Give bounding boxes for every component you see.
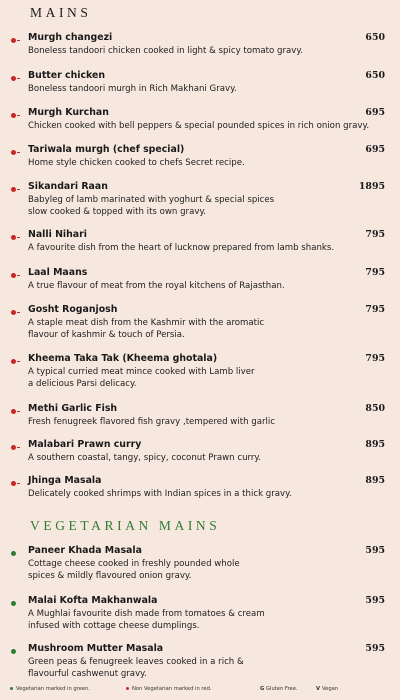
item-name: Gosht Roganjosh <box>28 304 118 315</box>
item-name: Kheema Taka Tak (Kheema ghotala) <box>28 353 218 364</box>
item-name: Murgh Kurchan <box>28 107 109 118</box>
item-name: Nalli Nihari <box>28 229 87 240</box>
non-veg-marker-icon <box>11 149 18 156</box>
item-name: Malabari Prawn curry <box>28 439 142 450</box>
item-name: Paneer Khada Masala <box>28 545 142 556</box>
item-name: Methi Garlic Fish <box>28 403 118 414</box>
non-veg-marker-icon <box>11 37 18 44</box>
item-description: A typical curried meat mince cooked with Lamb liver a delicious Parsi delicacy. <box>28 367 255 390</box>
item-price: 1895 <box>358 181 385 192</box>
veg-legend-text: Vegetarian marked in green. <box>16 686 91 692</box>
item-name: Butter chicken <box>28 70 106 81</box>
item-name: Tariwala murgh (chef special) <box>28 144 185 155</box>
veg-marker-icon <box>11 550 18 557</box>
item-description: A southern coastal, tangy, spicy, coconut Prawn curry. <box>28 453 262 463</box>
non-veg-marker-icon <box>126 687 129 690</box>
item-price: 795 <box>365 353 385 364</box>
non-veg-marker-icon <box>11 112 18 119</box>
item-price: 695 <box>365 144 385 155</box>
item-description: Fresh fenugreek flavored fish gravy ,tempered with garlic <box>28 417 275 427</box>
vegan-legend-text: Vegan <box>322 686 339 692</box>
non-veg-marker-icon <box>11 480 18 487</box>
item-price: 895 <box>365 475 385 486</box>
non-veg-marker-icon <box>11 75 18 82</box>
non-veg-marker-icon <box>11 358 18 365</box>
non-veg-marker-icon <box>11 234 18 241</box>
item-name: Laal Maans <box>28 267 88 278</box>
item-description: Cottage cheese cooked in freshly pounded whole spices & mildly flavoured onion gravy. <box>28 559 240 582</box>
item-description: Babyleg of lamb marinated with yoghurt & special spices slow cooked & topped with its own gravy. <box>28 195 275 218</box>
non-veg-marker-icon <box>11 444 18 451</box>
item-price: 695 <box>365 107 385 118</box>
item-price: 650 <box>365 32 385 43</box>
item-price: 595 <box>365 643 385 654</box>
non-veg-legend-text: Non Vegetarian marked in red. <box>132 686 212 692</box>
item-name: Malai Kofta Makhanwala <box>28 595 158 606</box>
veg-marker-icon <box>10 687 13 690</box>
item-price: 595 <box>365 595 385 606</box>
item-description: Boneless tandoori chicken cooked in light & spicy tomato gravy. <box>28 46 303 56</box>
legend-footer <box>0 682 400 696</box>
item-name: Murgh changezi <box>28 32 113 43</box>
item-name: Mushroom Mutter Masala <box>28 643 164 654</box>
non-veg-marker-icon <box>11 272 18 279</box>
item-price: 650 <box>365 70 385 81</box>
non-veg-marker-icon <box>11 309 18 316</box>
item-price: 795 <box>365 229 385 240</box>
non-veg-marker-icon <box>11 186 18 193</box>
item-name: Jhinga Masala <box>28 475 102 486</box>
item-description: A favourite dish from the heart of lucknow prepared from lamb shanks. <box>28 243 335 253</box>
item-description: Green peas & fenugreek leaves cooked in a rich & flavourful cashwenut gravy. <box>28 657 244 680</box>
item-description: Delicately cooked shrimps with Indian spices in a thick gravy. <box>28 489 292 499</box>
item-description: Home style chicken cooked to chefs Secret recipe. <box>28 158 245 168</box>
gluten-free-legend-text: Gluten Free. <box>266 686 298 692</box>
item-price: 895 <box>365 439 385 450</box>
veg-marker-icon <box>11 648 18 655</box>
item-price: 795 <box>365 267 385 278</box>
item-price: 850 <box>365 403 385 414</box>
item-description: A Mughlai favourite dish made from tomatoes & cream infused with cottage cheese dumplings. <box>28 609 265 632</box>
veg-marker-icon <box>11 600 18 607</box>
non-veg-marker-icon <box>11 408 18 415</box>
item-price: 795 <box>365 304 385 315</box>
item-description: Chicken cooked with bell peppers & special pounded spices in rich onion gravy. <box>28 121 370 131</box>
vegetarian-mains-section-title: VEGETARIAN MAINS <box>30 518 221 533</box>
mains-section-title: MAINS <box>30 5 92 20</box>
item-description: A true flavour of meat from the royal kitchens of Rajasthan. <box>28 281 285 291</box>
gluten-free-icon: G <box>260 686 265 692</box>
item-name: Sikandari Raan <box>28 181 108 192</box>
item-description: Boneless tandoori murgh in Rich Makhani Gravy. <box>28 84 237 94</box>
item-description: A staple meat dish from the Kashmir with the aromatic flavour of kashmir & touch of Persia. <box>28 318 265 341</box>
item-price: 595 <box>365 545 385 556</box>
vegan-icon: V <box>316 686 321 692</box>
